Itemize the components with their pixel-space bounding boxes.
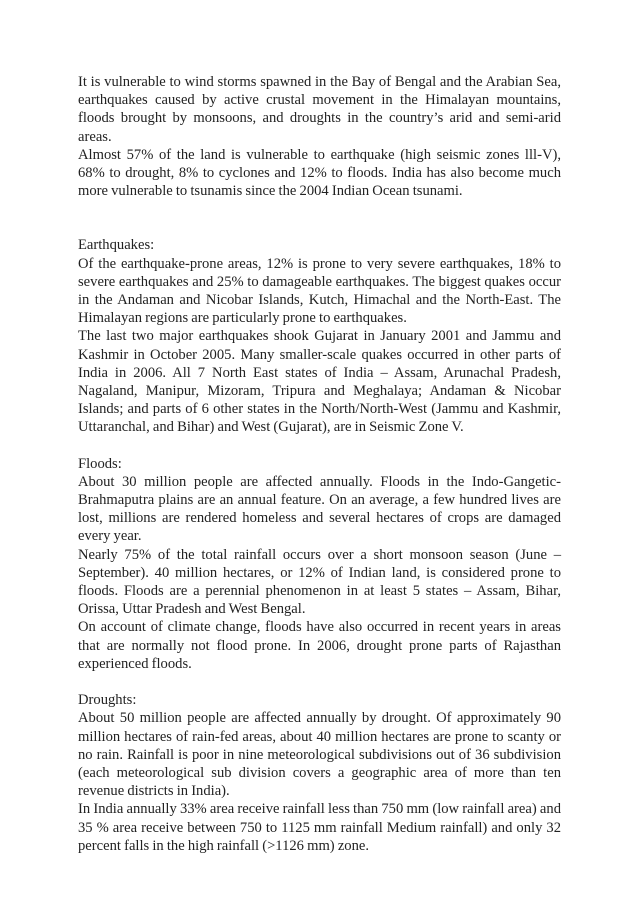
droughts-paragraph-1: About 50 million people are affected annually by drought. Of approximately 90 million hectares of rain-fed areas, about 40 million hectares are prone to scanty or no rain. Rainfall is poor in nine meteorological subdivisions out of 36 subdivision (each meteorological sub division covers a geographic area of more than ten revenue districts in India). (78, 710, 561, 800)
floods-paragraph-1: About 30 million people are affected annually. Floods in the Indo-Gangetic-Brahmaputra plains are an annual feature. On an average, a few hundred lives are lost, millions are rendered homeless and several hectares of crops are damaged every year. (78, 473, 561, 545)
section-spacer (78, 673, 561, 691)
floods-paragraph-3: On account of climate change, floods have also occurred in recent years in areas that are normally not flood prone. In 2006, drought prone parts of Rajasthan experienced floods. (78, 619, 561, 672)
section-spacer (78, 437, 561, 455)
earthquakes-paragraph-1: Of the earthquake-prone areas, 12% is prone to very severe earthquakes, 18% to severe earthquakes and 25% to damageable earthquakes. The biggest quakes occur in the Andaman and Nicobar Islands, Kutch, Himachal and the North-East. The Himalayan regions are particularly prone to earthquakes. (78, 255, 561, 327)
section-spacer (78, 200, 561, 236)
floods-heading: Floods: (78, 455, 122, 472)
floods-paragraph-2: Nearly 75% of the total rainfall occurs over a short monsoon season (June – September). 40 million hectares, or 12% of Indian land, is considered prone to floods. Floods are a perennial phenomenon in at least 5 states – Assam, Bihar, Orissa, Uttar Pradesh and West Bengal. (78, 546, 561, 618)
droughts-heading: Droughts: (78, 692, 137, 709)
earthquakes-heading: Earthquakes: (78, 237, 155, 254)
droughts-paragraph-2: In India annually 33% area receive rainfall less than 750 mm (low rainfall area) and 35 % area receive between 750 to 1125 mm rainfall Medium rainfall) and only 32 percent falls in the high rainfall (>1126 mm) zone. (78, 801, 561, 854)
intro-paragraph-1: It is vulnerable to wind storms spawned in the Bay of Bengal and the Arabian Sea, earthquakes caused by active crustal movement in the Himalayan mountains, floods brought by monsoons, and droughts in the country’s arid and semi-arid areas. (78, 74, 561, 145)
intro-paragraph-2: Almost 57% of the land is vulnerable to earthquake (high seismic zones lll-V), 68% to drought, 8% to cyclones and 12% to floods. India has also become much more vulnerable to tsunamis since the 2004 Indian Ocean tsunami. (78, 146, 561, 200)
earthquakes-paragraph-2: The last two major earthquakes shook Gujarat in January 2001 and Jammu and Kashmir in October 2005. Many smaller-scale quakes occurred in other parts of India in 2006. All 7 North East states of India – Assam, Arunachal Pradesh, Nagaland, Manipur, Mizoram, Tripura and Meghalaya; Andaman & Nicobar Islands; and parts of 6 other states in the North/North-West (Jammu and Kashmir, Uttaranchal, and Bihar) and West (Gujarat), are in Seismic Zone V. (78, 328, 561, 436)
